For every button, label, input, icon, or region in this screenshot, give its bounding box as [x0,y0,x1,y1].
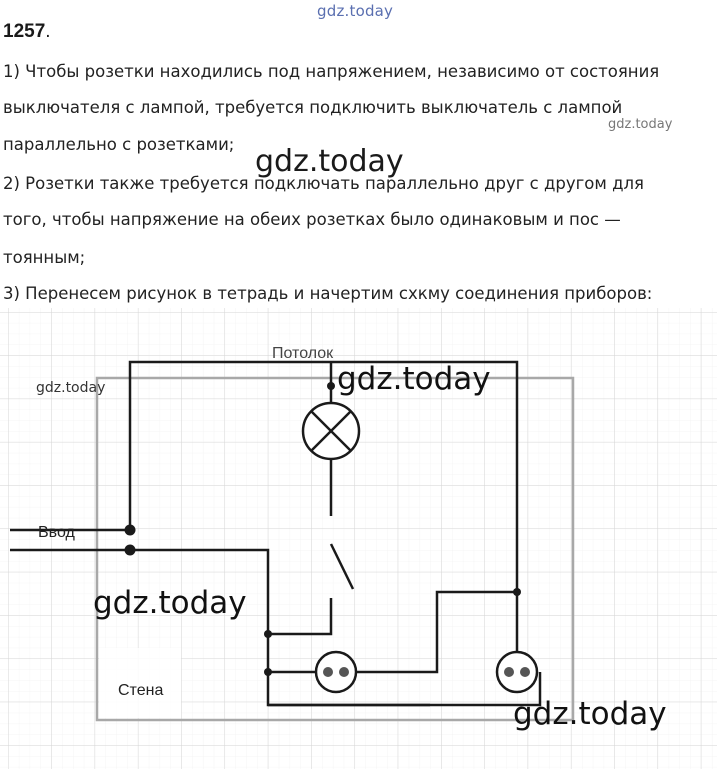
text-line-3: параллельно с розетками; [3,135,235,154]
diagram-watermark-small: gdz.today [36,380,106,396]
wall-label: Стена [118,682,164,699]
input-label: Ввод [38,524,75,541]
junction-input-1 [125,525,136,536]
text-line-5: того, чтобы напряжение на обеих розетках было одинаковым и пос — [3,210,621,229]
junction-switch-low [264,630,272,638]
text-line-4: 2) Розетки также требуется подключать параллельно друг с другом для [3,174,644,193]
circuit-diagram [0,308,717,769]
junction-lamp [327,382,335,390]
socket-1 [316,652,356,692]
junction-input-2 [125,545,136,556]
junction-right [513,588,521,596]
ceiling-label: Потолок [272,345,334,362]
watermark-big: gdz.today [255,144,404,179]
diagram-watermark-2: gdz.today [93,585,247,621]
watermark-small: gdz.today [608,117,673,132]
socket-2 [497,652,537,692]
diagram-watermark-3: gdz.today [513,696,667,732]
text-line-2: выключателя с лампой, требуется подключить выключатель с лампой [3,98,623,117]
diagram-watermark-1: gdz.today [337,361,491,397]
text-line-1: 1) Чтобы розетки находились под напряжением, независимо от состояния [3,62,660,81]
problem-number: 1257. [3,21,51,42]
text-line-7: 3) Перенесем рисунок в тетрадь и начертим схкму соединения приборов: [3,284,653,303]
watermark-top: gdz.today [317,2,394,20]
junction-socket1 [264,668,272,676]
text-line-6: тоянным; [3,248,86,267]
